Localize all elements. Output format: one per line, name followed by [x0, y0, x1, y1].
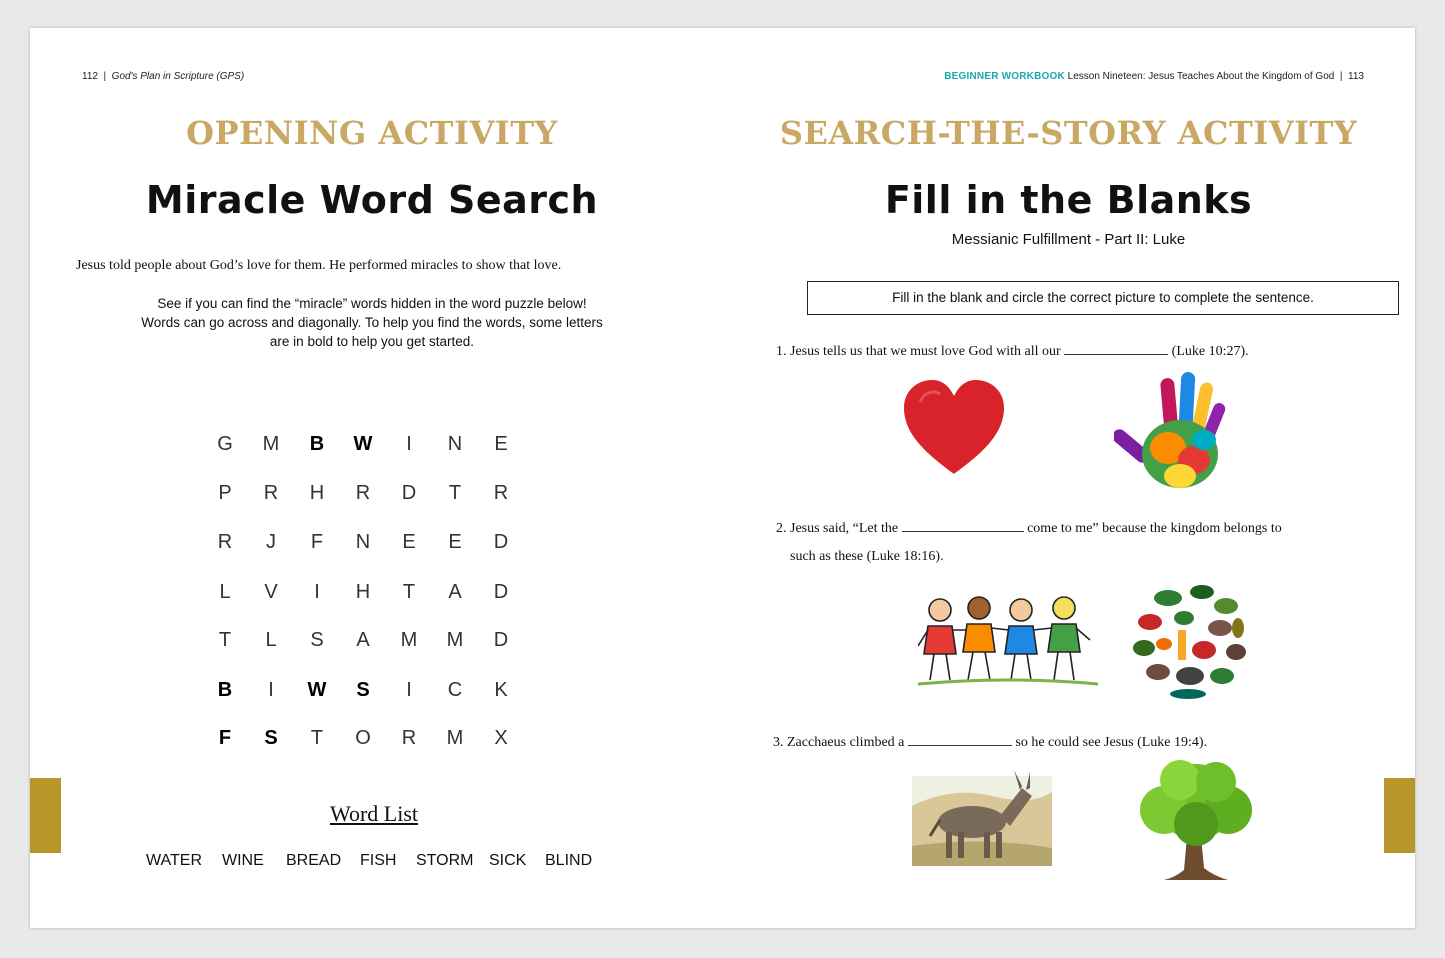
grid-letter[interactable]: T — [218, 629, 232, 651]
grid-letter[interactable]: R — [401, 727, 417, 749]
page-number: 112 — [82, 71, 98, 82]
word-list-item: BREAD — [286, 852, 342, 869]
grid-letter[interactable]: I — [406, 433, 412, 455]
grid-letter[interactable]: D — [493, 531, 509, 553]
grid-letter[interactable]: F — [310, 531, 324, 553]
word-list-item: WATER — [146, 852, 202, 869]
grid-letter[interactable]: R — [217, 531, 233, 553]
grid-letter[interactable]: R — [263, 482, 279, 504]
grid-letter[interactable]: E — [402, 531, 416, 553]
answer-blank[interactable] — [908, 733, 1012, 746]
grid-letter[interactable]: J — [266, 531, 276, 553]
question-2 — [776, 519, 1282, 537]
grid-letter[interactable]: T — [448, 482, 462, 504]
grid-letter[interactable]: I — [268, 679, 274, 701]
question-text: 3. Zacchaeus climbed a — [773, 735, 905, 750]
grid-letter[interactable]: N — [447, 433, 463, 455]
instruction-line: Words can go across and diagonally. To help you find the words, some letters — [141, 315, 603, 330]
question-text: so he could see Jesus (Luke 19:4). — [1015, 735, 1208, 750]
question-text: 1. Jesus tells us that we must love God with all our — [776, 344, 1061, 359]
grid-letter[interactable]: L — [219, 581, 231, 603]
tree-picture[interactable] — [1134, 758, 1258, 884]
grid-letter[interactable]: D — [401, 482, 417, 504]
donkey-picture[interactable] — [912, 766, 1052, 868]
grid-letter[interactable]: R — [355, 482, 371, 504]
grid-letter[interactable]: M — [446, 727, 464, 749]
grid-letter[interactable]: I — [406, 679, 412, 701]
grid-letter[interactable]: A — [356, 629, 370, 651]
grid-letter[interactable]: S — [310, 629, 324, 651]
word-list-item: STORM — [416, 852, 474, 869]
left-page-header: 112 | God's Plan in Scripture (GPS) — [82, 71, 245, 82]
grid-letter[interactable]: W — [307, 679, 327, 701]
grid-letter[interactable]: H — [309, 482, 325, 504]
grid-letter[interactable]: R — [493, 482, 509, 504]
grid-letter[interactable]: M — [446, 629, 464, 651]
book-spread — [30, 28, 1415, 928]
question-text: come to me” because the kingdom belongs to — [1027, 521, 1282, 536]
question-text: 2. Jesus said, “Let the — [776, 521, 899, 536]
header-brand: BEGINNER WORKBOOK — [944, 71, 1065, 82]
question-text: (Luke 10:27). — [1171, 344, 1249, 359]
page-title: Fill in the Blanks — [884, 178, 1253, 222]
grid-letter[interactable]: A — [448, 581, 462, 603]
grid-letter[interactable]: S — [264, 727, 278, 749]
grid-letter[interactable]: M — [262, 433, 280, 455]
answer-blank[interactable] — [1064, 342, 1168, 355]
grid-letter[interactable]: L — [265, 629, 277, 651]
painted-hand-picture[interactable] — [1114, 368, 1238, 498]
grid-letter[interactable]: S — [356, 679, 370, 701]
question-1 — [776, 342, 1249, 360]
left-page — [30, 28, 722, 928]
grid-letter[interactable]: I — [314, 581, 320, 603]
section-label: OPENING ACTIVITY — [186, 114, 558, 152]
word-list-item: BLIND — [545, 852, 593, 869]
grid-letter[interactable]: O — [355, 727, 371, 749]
page-tab — [1384, 778, 1415, 853]
grid-letter[interactable]: E — [448, 531, 462, 553]
grid-letter[interactable]: B — [309, 433, 325, 455]
grid-letter[interactable]: M — [400, 629, 418, 651]
page-subtitle: Messianic Fulfillment - Part II: Luke — [951, 231, 1186, 248]
children-picture[interactable] — [918, 596, 1098, 690]
grid-letter[interactable]: H — [355, 581, 371, 603]
grid-letter[interactable]: T — [402, 581, 416, 603]
grid-letter[interactable]: D — [493, 629, 509, 651]
grid-letter[interactable]: E — [494, 433, 508, 455]
grid-letter[interactable]: V — [264, 581, 278, 603]
grid-letter[interactable]: C — [447, 679, 463, 701]
grid-letter[interactable]: D — [493, 581, 509, 603]
grid-letter[interactable]: P — [218, 482, 232, 504]
question-2-line-2: such as these (Luke 18:16). — [790, 549, 944, 564]
instruction-line: are in bold to help you get started. — [269, 334, 475, 349]
instruction-box: Fill in the blank and circle the correct picture to complete the sentence. — [807, 281, 1399, 315]
grid-letter[interactable]: F — [218, 727, 232, 749]
grid-letter[interactable]: B — [217, 679, 233, 701]
book-title: God's Plan in Scripture (GPS) — [111, 71, 245, 82]
grid-letter[interactable]: T — [310, 727, 324, 749]
answer-blank[interactable] — [902, 519, 1024, 532]
section-label: SEARCH-THE-STORY ACTIVITY — [779, 114, 1358, 152]
instruction-line: See if you can find the “miracle” words hidden in the word puzzle below! — [157, 296, 587, 311]
word-list-title: Word List — [329, 801, 419, 826]
grid-letter[interactable]: N — [355, 531, 371, 553]
right-page-header: BEGINNER WORKBOOK Lesson Nineteen: Jesus Teaches About the Kingdom of God | 113 — [944, 71, 1364, 82]
question-3 — [773, 733, 1207, 751]
page-number: 113 — [1348, 71, 1364, 82]
instructions — [30, 294, 714, 351]
grid-letter[interactable]: X — [494, 727, 508, 749]
grid-letter[interactable]: G — [217, 433, 233, 455]
word-list-item: SICK — [489, 852, 527, 869]
word-list-item: FISH — [360, 852, 397, 869]
heart-picture[interactable] — [900, 378, 1008, 478]
intro-text: Jesus told people about God’s love for them. He performed miracles to show that love. — [76, 258, 562, 273]
animals-picture[interactable] — [1128, 576, 1254, 700]
grid-letter[interactable]: K — [494, 679, 508, 701]
page-tab — [30, 778, 61, 853]
page-title: Miracle Word Search — [145, 178, 599, 222]
right-page — [722, 28, 1415, 928]
word-list-item: WINE — [222, 852, 264, 869]
grid-letter[interactable]: W — [353, 433, 373, 455]
header-lesson: Lesson Nineteen: Jesus Teaches About the Kingdom of God — [1067, 71, 1335, 82]
